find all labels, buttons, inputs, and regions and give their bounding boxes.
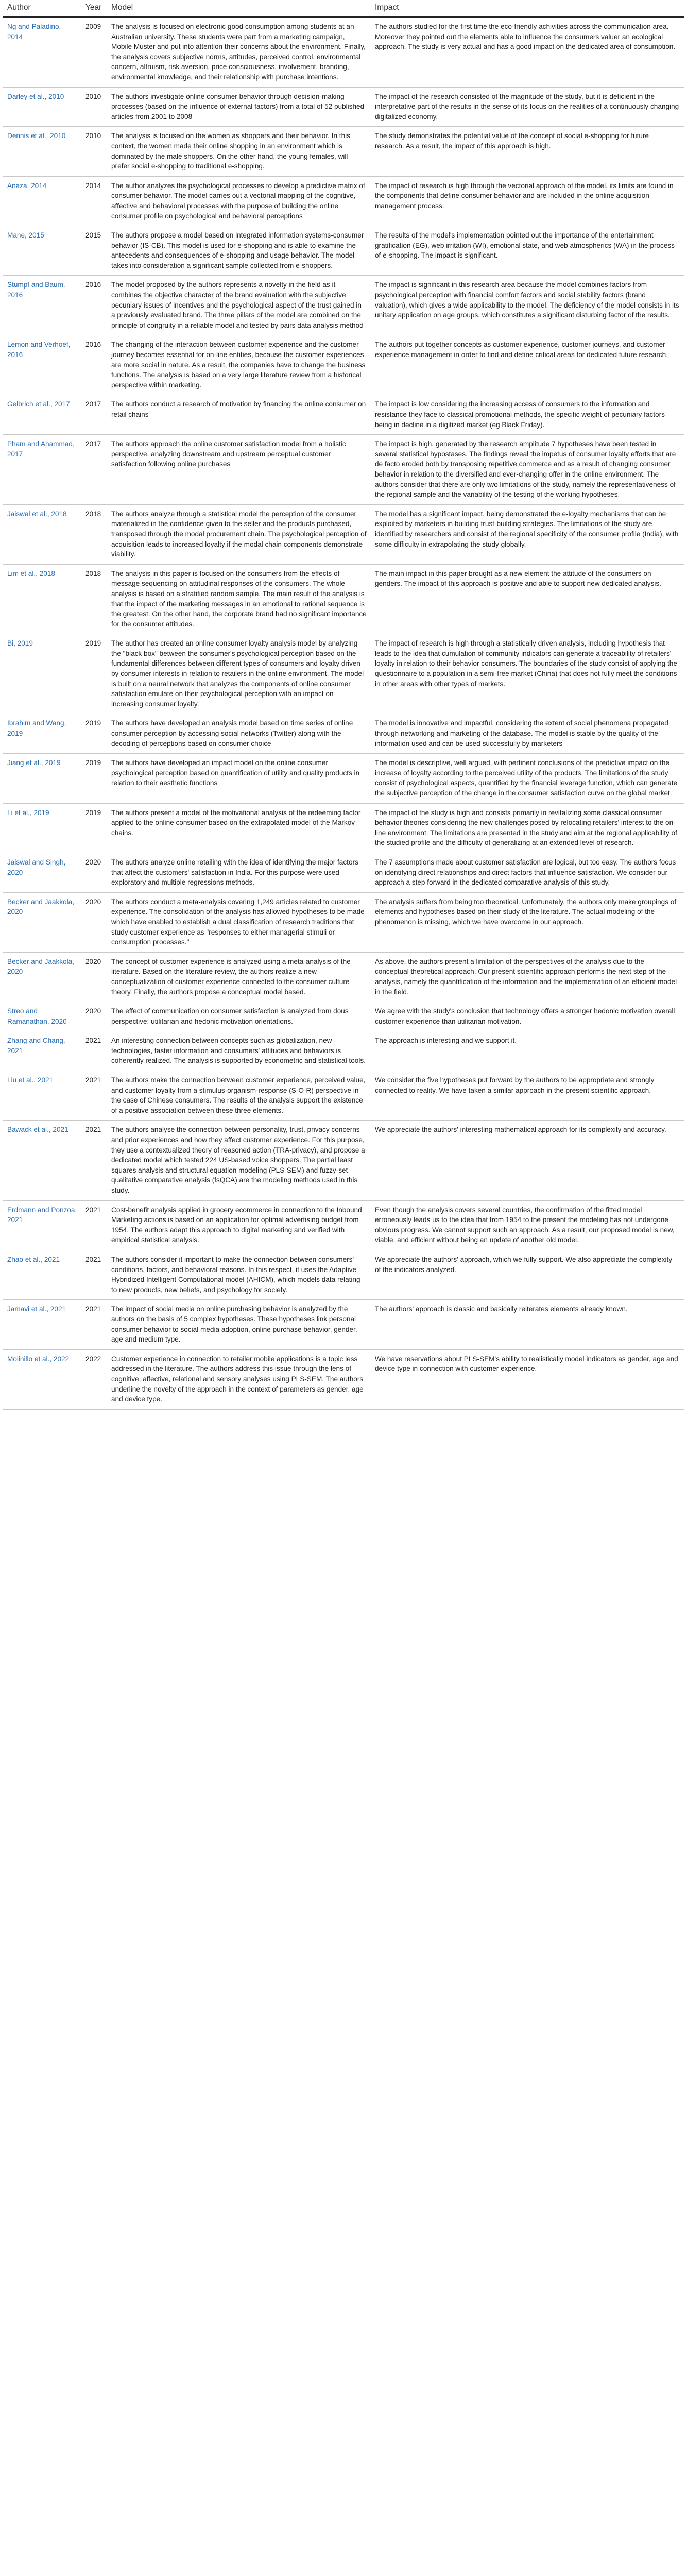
impact-cell: The analysis suffers from being too theoretical. Unfortunately, the authors only make groupings of elements and hypotheses based on their study of the literature. The actual modeling of the phenomenon is missing, which we have overcome in our approach.	[371, 892, 684, 952]
model-cell: The author analyzes the psychological processes to develop a predictive matrix of consumer behavior. The model carries out a vectorial mapping of the cognitive, affective and behavioral processes with the purpose of building the online consumer profile on psychological and behavioral perceptions	[107, 176, 371, 226]
model-cell: An interesting connection between concepts such as globalization, new technologies, faster information and consumers' attitudes and behaviors is coherently realized. The analysis is supported by econometric and statistical tools.	[107, 1031, 371, 1071]
model-cell: The authors analyze through a statistical model the perception of the consumer materialized in the confidence given to the seller and the products purchased, transposed through the modal procurement chain. The psychological perception of acquisition leads to increased loyalty if the modal chain components demonstrate viability.	[107, 504, 371, 564]
year-cell: 2021	[81, 1250, 107, 1299]
model-cell: Cost-benefit analysis applied in grocery ecommerce in connection to the Inbound Marketing actions is based on an application for optimal advertising budget from 1954. The authors adapt this approach to digital marketing and verified with empirical statistical analysis.	[107, 1200, 371, 1250]
author-link[interactable]: Erdmann and Ponzoa, 2021	[3, 1200, 81, 1250]
impact-cell: The impact of the research consisted of the magnitude of the study, but it is deficient in the interpretative part of the results in the sense of its focus on the realities of a continuously changing digitalized economy.	[371, 87, 684, 127]
year-cell: 2019	[81, 803, 107, 853]
impact-cell: The 7 assumptions made about customer satisfaction are logical, but too easy. The authors focus on identifying direct relationships and direct factors that influence satisfaction. We consider our approach a step forward in the dedicated comparative analysis of this study.	[371, 853, 684, 892]
year-cell: 2021	[81, 1031, 107, 1071]
table-body	[3, 17, 684, 1409]
year-cell: 2019	[81, 714, 107, 754]
impact-cell: We appreciate the authors' approach, which we fully support. We also appreciate the complexity of the indicators analyzed.	[371, 1250, 684, 1299]
header-year: Year	[81, 0, 107, 17]
impact-cell: The results of the model's implementation pointed out the importance of the entertainment gratification (EG), web irritation (WI), emotional state, and web atmospherics (WA) in the process of e-shopping. The impact is significant.	[371, 226, 684, 276]
impact-cell: The impact is high, generated by the research amplitude 7 hypotheses have been tested in several statistical hypostases. The findings reveal the impetus of consumer loyalty efforts that are de facto eroded both by transposing repetitive commerce and as a result of changing consumer behavior in relation to the diversified and ever-changing offer in the online environment. The authors consider that there are only two limitations of the study, namely the representativeness of the regional sample and the variability of the testing of the working hypotheses.	[371, 435, 684, 505]
table-row	[3, 176, 684, 226]
impact-cell: We consider the five hypotheses put forward by the authors to be appropriate and strongly connected to reality. We have taken a similar approach in the present scientific approach.	[371, 1071, 684, 1121]
table-row	[3, 1250, 684, 1299]
impact-cell: The main impact in this paper brought as a new element the attitude of the consumers on genders. The impact of this approach is positive and able to support new dedicated analysis.	[371, 564, 684, 634]
model-cell: The changing of the interaction between customer experience and the customer journey becomes essential for on-line entities, because the customer experiences are more social in nature. As a result, the companies have to change the business functions. The analysis is based on a very large literature review from a historical perspective within marketing.	[107, 335, 371, 395]
author-link[interactable]: Mane, 2015	[3, 226, 81, 276]
model-cell: The authors investigate online consumer behavior through decision-making processes (based on the influence of external factors) from a total of 52 published articles from 2001 to 2008	[107, 87, 371, 127]
model-cell: The authors consider it important to make the connection between consumers' conditions, factors, and behavioral reasons. In this respect, it uses the Adaptive Hybridized Intelligent Computational model (AHICM), which models data relating to new products, new beliefs, and psychology for society.	[107, 1250, 371, 1299]
year-cell: 2016	[81, 276, 107, 335]
author-link[interactable]: Lim et al., 2018	[3, 564, 81, 634]
table-row	[3, 803, 684, 853]
model-cell: The authors analyze online retailing with the idea of identifying the major factors that affect the customers' satisfaction in India. For this purpose were used exploratory and multiple regressions methods.	[107, 853, 371, 892]
table-row	[3, 952, 684, 1002]
model-cell: The analysis is focused on electronic good consumption among students at an Australian university. These students were part from a marketing campaign, Mobile Muster and put into attention their concerns about the environment. Finally, the analysis covers subjective norms, attitudes, perceived control, environmental concern, altruism, risk aversion, price consciousness, involvement, branding, environmental knowledge, and their relationship with purchase intentions.	[107, 17, 371, 87]
impact-cell: The study demonstrates the potential value of the concept of social e-shopping for future research. As a result, the impact of this approach is high.	[371, 127, 684, 176]
impact-cell: The model is innovative and impactful, considering the extent of social phenomena propagated through networking and marketing of the database. The model is stable by the quality of the information used and can be used successfully by marketers	[371, 714, 684, 754]
table-row	[3, 1349, 684, 1409]
table-row	[3, 1071, 684, 1121]
author-link[interactable]: Streo and Ramanathan, 2020	[3, 1002, 81, 1031]
impact-cell: The model is descriptive, well argued, with pertinent conclusions of the predictive impact on the increase of loyalty according to the perceived utility of the products. The limitations of the study consist of psychological aspects, quantified by the financial leverage function, which can generate the subjective perception of the change in the consumer satisfaction curve on the global market.	[371, 754, 684, 803]
year-cell: 2021	[81, 1200, 107, 1250]
table-row	[3, 634, 684, 714]
header-row	[3, 0, 684, 17]
author-link[interactable]: Li et al., 2019	[3, 803, 81, 853]
table-row	[3, 226, 684, 276]
table-row	[3, 127, 684, 176]
author-link[interactable]: Zhao et al., 2021	[3, 1250, 81, 1299]
author-link[interactable]: Anaza, 2014	[3, 176, 81, 226]
model-cell: The authors conduct a research of motivation by financing the online consumer on retail chains	[107, 395, 371, 435]
year-cell: 2022	[81, 1349, 107, 1409]
literature-review-table	[3, 0, 684, 1410]
header-author: Author	[3, 0, 81, 17]
impact-cell: We have reservations about PLS-SEM's ability to realistically model indicators as gender, age and device type in connection with customer experience.	[371, 1349, 684, 1409]
year-cell: 2010	[81, 127, 107, 176]
table-row	[3, 1031, 684, 1071]
year-cell: 2017	[81, 395, 107, 435]
table-row	[3, 892, 684, 952]
table-row	[3, 1002, 684, 1031]
table-row	[3, 17, 684, 87]
model-cell: The model proposed by the authors represents a novelty in the field as it combines the objective character of the brand evaluation with the subjective pecuniary issues of incentives and the psychological aspect of the trust gained in a previously evaluated brand. The three pillars of the model are combined on the principle of congruity in a reliable model and tested by pairs data analysis method	[107, 276, 371, 335]
table-row	[3, 564, 684, 634]
table-row	[3, 335, 684, 395]
year-cell: 2015	[81, 226, 107, 276]
year-cell: 2019	[81, 754, 107, 803]
model-cell: The analysis in this paper is focused on the consumers from the effects of message sequencing on attitudinal responses of the consumers. The whole analysis is based on a stratified random sample. The main result of the analysis is that the impact of the marketing messages in an emotional to rational sequence is the greatest. On the other hand, the corporate brand had no significant importance for the consumer attitudes.	[107, 564, 371, 634]
author-link[interactable]: Molinillo et al., 2022	[3, 1349, 81, 1409]
author-link[interactable]: Liu et al., 2021	[3, 1071, 81, 1121]
model-cell: The author has created an online consumer loyalty analysis model by analyzing the "black box" between the consumer's psychological perception based on the fundamental differences between different types of consumers and loyalty driven by consumer interests in relation to retailers in the online environment. The model is built on a neural network that analyzes the components of online consumer satisfaction emulate on their psychological perception with an impact on increasing consumer loyalty.	[107, 634, 371, 714]
table-row	[3, 1300, 684, 1349]
year-cell: 2009	[81, 17, 107, 87]
author-link[interactable]: Stumpf and Baum, 2016	[3, 276, 81, 335]
year-cell: 2010	[81, 87, 107, 127]
year-cell: 2017	[81, 435, 107, 505]
impact-cell: The impact of research is high through a statistically driven analysis, including hypothesis that leads to the idea that cumulation of community indicators can generate a traceability of retailers' loyalty in relation to their behavior consumers. The boundaries of the study consist of applying the questionnaire to a population in a semi-free market (China) that does not fully meet the conditions in other areas with other types of markets.	[371, 634, 684, 714]
author-link[interactable]: Ng and Paladino, 2014	[3, 17, 81, 87]
model-cell: The effect of communication on consumer satisfaction is analyzed from dous perspective: utilitarian and hedonic motivation orientations.	[107, 1002, 371, 1031]
table-row	[3, 754, 684, 803]
table-row	[3, 87, 684, 127]
author-link[interactable]: Darley et al., 2010	[3, 87, 81, 127]
impact-cell: We appreciate the authors' interesting mathematical approach for its complexity and accuracy.	[371, 1121, 684, 1200]
year-cell: 2021	[81, 1121, 107, 1200]
impact-cell: Even though the analysis covers several countries, the confirmation of the fitted model erroneously leads us to the idea that from 1954 to the present the modeling has not undergone obvious progress. We cannot support such an approach. As a result, our proposed model is new, viable, and efficient without being an update of another old model.	[371, 1200, 684, 1250]
author-link[interactable]: Bi, 2019	[3, 634, 81, 714]
model-cell: The authors present a model of the motivational analysis of the redeeming factor applied to the online consumer based on the extrapolated model of the Markov chains.	[107, 803, 371, 853]
table-row	[3, 1121, 684, 1200]
author-link[interactable]: Jaiswal et al., 2018	[3, 504, 81, 564]
year-cell: 2014	[81, 176, 107, 226]
impact-cell: The authors put together concepts as customer experience, customer journeys, and customer experience management in order to find and define critical areas for dedicated future research.	[371, 335, 684, 395]
model-cell: The authors have developed an impact model on the online consumer psychological perception based on quantification of utility and quality products in relation to their aesthetic functions	[107, 754, 371, 803]
author-link[interactable]: Lemon and Verhoef, 2016	[3, 335, 81, 395]
model-cell: The analysis is focused on the women as shoppers and their behavior. In this context, the women made their online shopping in an environment which is dominated by the male shoppers. On the other hand, the young females, will prefer social e-shopping to traditional e-shopping.	[107, 127, 371, 176]
header-impact: Impact	[371, 0, 684, 17]
impact-cell: The impact of the study is high and consists primarily in revitalizing some classical consumer behavior theories considering the new challenges posed by relocating retailers' interest to the on-line environment. The limitations are presented in the study and aim at the regional applicability of the studied profile and the difficulty of generalizing at an extended level of research.	[371, 803, 684, 853]
author-link[interactable]: Zhang and Chang, 2021	[3, 1031, 81, 1071]
impact-cell: The impact is low considering the increasing access of consumers to the information and resistance they face to classical promotional methods, the specific weight of pecuniary factors being in decline in a digitized market (eg Black Friday).	[371, 395, 684, 435]
table-row	[3, 395, 684, 435]
model-cell: The authors conduct a meta-analysis covering 1,249 articles related to customer experience. The consolidation of the analysis has allowed hypotheses to be made which have enabled to establish a dual classification of research traditions that study customer experience as "responses to either managerial stimuli or consumption processes."	[107, 892, 371, 952]
year-cell: 2019	[81, 634, 107, 714]
table-row	[3, 714, 684, 754]
year-cell: 2021	[81, 1300, 107, 1349]
model-cell: The authors analyse the connection between personality, trust, privacy concerns and prior experiences and how they affect customer experience. For this purpose, they use a contextualized theory of reasoned action (TRA-privacy), and propose a dedicated model which tested 224 US-based voice shoppers. The partial least squares analysis and structural equation modeling (PLS-SEM) and fuzzy-set qualitative comparative analysis (fsQCA) are the modeling methods used in this study.	[107, 1121, 371, 1200]
year-cell: 2020	[81, 853, 107, 892]
model-cell: The impact of social media on online purchasing behavior is analyzed by the authors on the basis of 5 complex hypotheses. These hypotheses link personal consumer behavior to social media adoption, online purchase behavior, gender, age and medium type.	[107, 1300, 371, 1349]
author-link[interactable]: Jamavi et al., 2021	[3, 1300, 81, 1349]
author-link[interactable]: Bawack et al., 2021	[3, 1121, 81, 1200]
author-link[interactable]: Jaiswal and Singh, 2020	[3, 853, 81, 892]
header-model: Model	[107, 0, 371, 17]
impact-cell: The model has a significant impact, being demonstrated the e-loyalty mechanisms that can be exploited by marketers in building trust-building strategies. The limitations of the study are identified by researchers and consist of the regional specificity of the consumer profile (India), with some difficulty in extrapolating the study globally.	[371, 504, 684, 564]
model-cell: The concept of customer experience is analyzed using a meta-analysis of the literature. Based on the literature review, the authors realize a new conceptualization of customer experience connected to the consumer culture theory. Finally, the authors propose a conceptual model based.	[107, 952, 371, 1002]
table-row	[3, 853, 684, 892]
year-cell: 2020	[81, 1002, 107, 1031]
table-row	[3, 276, 684, 335]
author-link[interactable]: Becker and Jaakkola, 2020	[3, 952, 81, 1002]
impact-cell: The approach is interesting and we support it.	[371, 1031, 684, 1071]
impact-cell: As above, the authors present a limitation of the perspectives of the analysis due to the conceptual theoretical approach. Our present scientific approach performs the next step of the analysis, namely the quantification of the information and the implementation of an efficient model in the field.	[371, 952, 684, 1002]
impact-cell: The impact of research is high through the vectorial approach of the model, its limits are found in the components that define consumer behavior and are included in the online acquisition management process.	[371, 176, 684, 226]
model-cell: The authors propose a model based on integrated information systems-consumer behavior (IS-CB). This model is used for e-shopping and is able to examine the antecedents and consequences of e-shopping and usage behavior. The model takes into consideration a significant sample collected from e-shoppers.	[107, 226, 371, 276]
impact-cell: We agree with the study's conclusion that technology offers a stronger hedonic motivation overall customer experience than utilitarian motivation.	[371, 1002, 684, 1031]
year-cell: 2021	[81, 1071, 107, 1121]
year-cell: 2018	[81, 564, 107, 634]
table-header	[3, 0, 684, 17]
table-row	[3, 504, 684, 564]
model-cell: The authors have developed an analysis model based on time series of online consumer perception by accessing social networks (Twitter) along with the decoding of perceptions based on consumer choice	[107, 714, 371, 754]
author-link[interactable]: Jiang et al., 2019	[3, 754, 81, 803]
table-row	[3, 435, 684, 505]
year-cell: 2016	[81, 335, 107, 395]
author-link[interactable]: Becker and Jaakkola, 2020	[3, 892, 81, 952]
year-cell: 2020	[81, 892, 107, 952]
table-row	[3, 1200, 684, 1250]
model-cell: The authors make the connection between customer experience, perceived value, and customer loyalty from a stimulus-organism-response (S-O-R) perspective in the case of Chinese consumers. The results of the analysis support the existence of a positive association between these three elements.	[107, 1071, 371, 1121]
author-link[interactable]: Gelbrich et al., 2017	[3, 395, 81, 435]
impact-cell: The impact is significant in this research area because the model combines factors from psychological perception with financial comfort factors and social stability factors (brand valuation), which gives a wide applicability to the model. The deficiency of the model consists in its unitary application on age groups, which constitutes a significant disturbing factor of the results.	[371, 276, 684, 335]
model-cell: The authors approach the online customer satisfaction model from a holistic perspective, analyzing downstream and upstream perceptual customer satisfaction following online purchases	[107, 435, 371, 505]
author-link[interactable]: Ibrahim and Wang, 2019	[3, 714, 81, 754]
year-cell: 2018	[81, 504, 107, 564]
model-cell: Customer experience in connection to retailer mobile applications is a topic less addressed in the literature. The authors address this issue through the lens of cognitive, affective, relational and sensory analyses using PLS-SEM. The authors underline the novelty of the approach in the context of parameters as gender, age and device type.	[107, 1349, 371, 1409]
impact-cell: The authors' approach is classic and basically reiterates elements already known.	[371, 1300, 684, 1349]
year-cell: 2020	[81, 952, 107, 1002]
impact-cell: The authors studied for the first time the eco-friendly achivities across the communication area. Moreover they pointed out the elements able to influence the consumers valuer an ecological approach. The study is very actual and has a good impact on the dedicated area of consumption.	[371, 17, 684, 87]
author-link[interactable]: Dennis et al., 2010	[3, 127, 81, 176]
author-link[interactable]: Pham and Ahammad, 2017	[3, 435, 81, 505]
